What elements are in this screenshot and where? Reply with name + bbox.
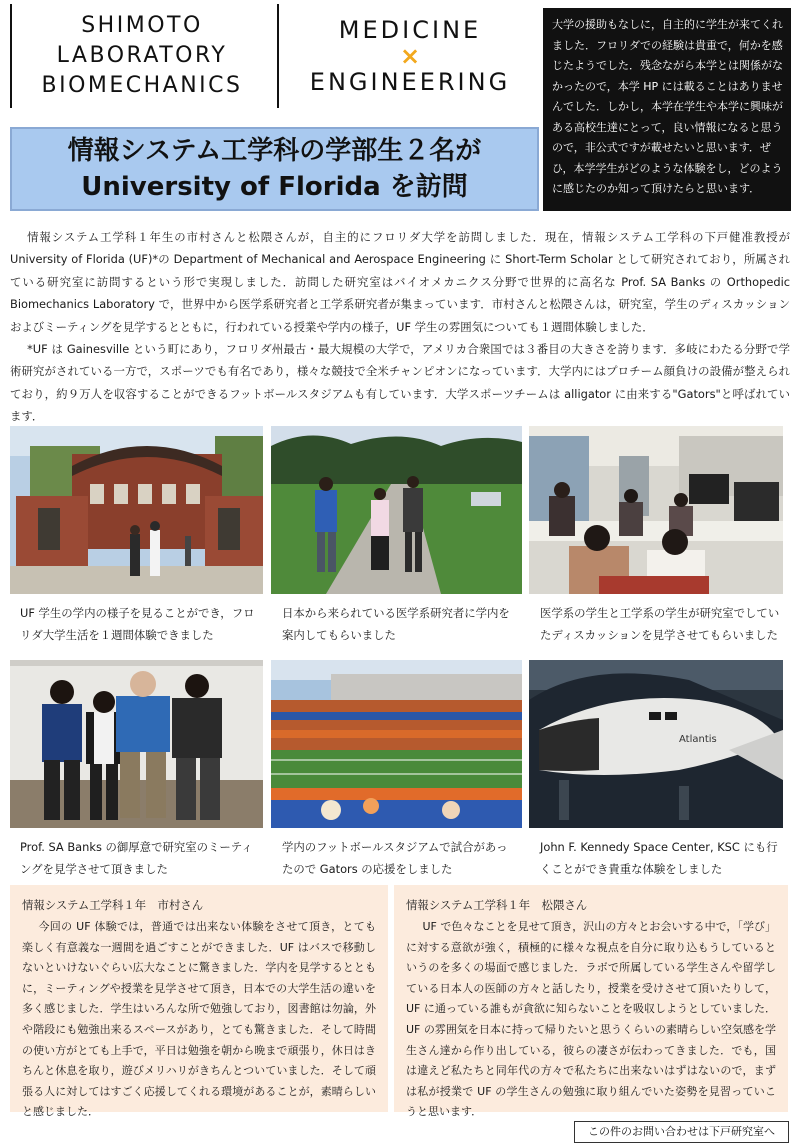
headline-line-2: University of Florida を訪問 [81,172,468,202]
photo-campus-walk [271,426,522,594]
intro-paragraph: 情報システム工学科１年生の市村さんと松隈さんが，自主的にフロリダ大学を訪問しました．現在，情報システム工学科の下戸健准教授が University of Florida (UF)*の Department of Mechanical and Aerospace Engineering に Short-Term Scholar として研究されており，所属されている研究室に訪問するという形で実現しました．訪問した研究室はバイオメカニクス分野で世界的に高名な Prof. SA Banks の Orthopedic Biomechanics Laboratory で，世界中から医学系研究者と工学系研究者が集まっています．市村さんと松隈さんは，研究室，学生のディスカッションおよびミーティングを見学するとともに，行われている授業や学内の様子，UF 学生の雰囲気についても１週間体験しました． [10,230,790,334]
story-heading: 情報システム工学科１年 松隈さん [406,898,588,912]
intro-paragraph: *UF は Gainesville という町にあり，フロリダ州最古・最大規模の大学で，アメリカ合衆国では３番目の大きさを誇ります．多岐にわたる分野で学術研究がされている一方で，スポーツでも有名であり，様々な競技で全米チャンピオンになっています．大学内にはプロチーム顔負けの設備が整えられており，約９万人を収容することができるフットボールスタジアムも有しています．大学スポーツチームは alligator に由来する"Gators"と呼ばれています． [10,342,790,424]
shuttle-name: Atlantis [679,734,717,745]
medicine-engineering-logo [282,4,538,108]
story-heading: 情報システム工学科１年 市村さん [22,898,204,912]
photo-caption: John F. Kennedy Space Center, KSC にも行くことができ貴重な体験をしました [540,840,778,876]
cross-icon: × [399,42,421,70]
intro-text [10,226,790,428]
photo-stadium [271,660,522,828]
photo-caption: 医学系の学生と工学系の学生が研究室でしていたディスカッションを見学させてもらいました [540,606,780,642]
photo-campus-gate [10,426,263,594]
photo-caption: UF 学生の学内の様子を見ることができ，フロリダ大学生活を１週間体験できました [20,606,255,642]
photo-caption: 学内のフットボールスタジアムで試合があったので Gators の応援をしました [282,840,508,876]
notice-box: 大学の援助もなしに，自主的に学生が来てくれました．フロリダでの経験は貴重で，何かを感じたようでした．残念ながら本学とは関係がなかったので，本学 HP には載ることはありませんでした．しかし，本学在学生や本学に興味がある高校生達にとって，良い情報になると思うので，非公式ですが載せたいと思います．ぜひ，本学学生がどのような体験をし，どのように感じたのか知って頂けたらと思います． [543,8,791,211]
photo-lab-discussion [529,426,783,594]
lab-logo [10,4,272,108]
lab-logo-line: LABORATORY [56,43,228,68]
lab-logo-line: SHIMOTO [81,13,203,38]
headline-line-1: 情報システム工学科の学部生２名が [67,136,482,166]
photo-meeting-group [10,660,263,828]
story-body: UF で色々なことを見せて頂き，沢山の方々とお会いする中で，「学び」に対する意欲が強く，積極的に様々な視点を自分に取り込もうしているというのを多くの場面で感じました．ラボで所属している学生さんや留学している日本人の医師の方々と話したり，授業を受けさせて頂いたりして，UF に通っている誰もが貪欲に知らないことを吸収しようとしていました．UF の雰囲気を日本に持って帰りたいと思うくらいの素晴らしい空気感を学生さん達から作り出している，彼らの凄さが伝わってきました．でも，国は違えど私たちと同年代の方々で私たちに出来ないはずはないので，まずは私が授業で UF の学生さんの勉強に取り組んでいた姿勢を見習っていこうと思います． [406,920,776,1119]
photo-caption: 日本から来られている医学系研究者に学内を案内してもらいました [282,606,510,642]
header-divider [277,4,279,108]
contact-button[interactable]: この件のお問い合わせは下戸研究室へ [574,1121,789,1143]
lab-logo-line: BIOMECHANICS [41,73,243,98]
headline-box [10,127,539,211]
engineering-word: ENGINEERING [309,68,511,96]
photo-caption: Prof. SA Banks の御厚意で研究室のミーティングを見学させて頂きました [20,840,253,876]
medicine-word: MEDICINE [338,16,482,44]
story-matsukuma [394,885,788,1119]
photo-space-shuttle [529,660,783,828]
story-body: 今回の UF 体験では，普通では出来ない体験をさせて頂き，とても楽しく有意義な一週間を過ごすことができました．UF はバスで移動しないといけないぐらい広大なことに驚きました．学内を見学するとともに，ミーティングや授業を見学させて頂き，日本での大学生活の違いを多く感じました．学生はいろんな所で勉強しており，図書館は勿論，外や階段にも勉強出来るスペースがあり，とても驚きました．そして時間の使い方がとても上手で，平日は勉強を朝から晩まで頑張り，休日はきちんと休息を取り，遊びメリハリがきちんとついていました．そして頑張る人に対してはすごく応援してくれる環境があることが，素晴らしいと感じました． [22,920,376,1119]
story-ichimura [10,885,388,1119]
